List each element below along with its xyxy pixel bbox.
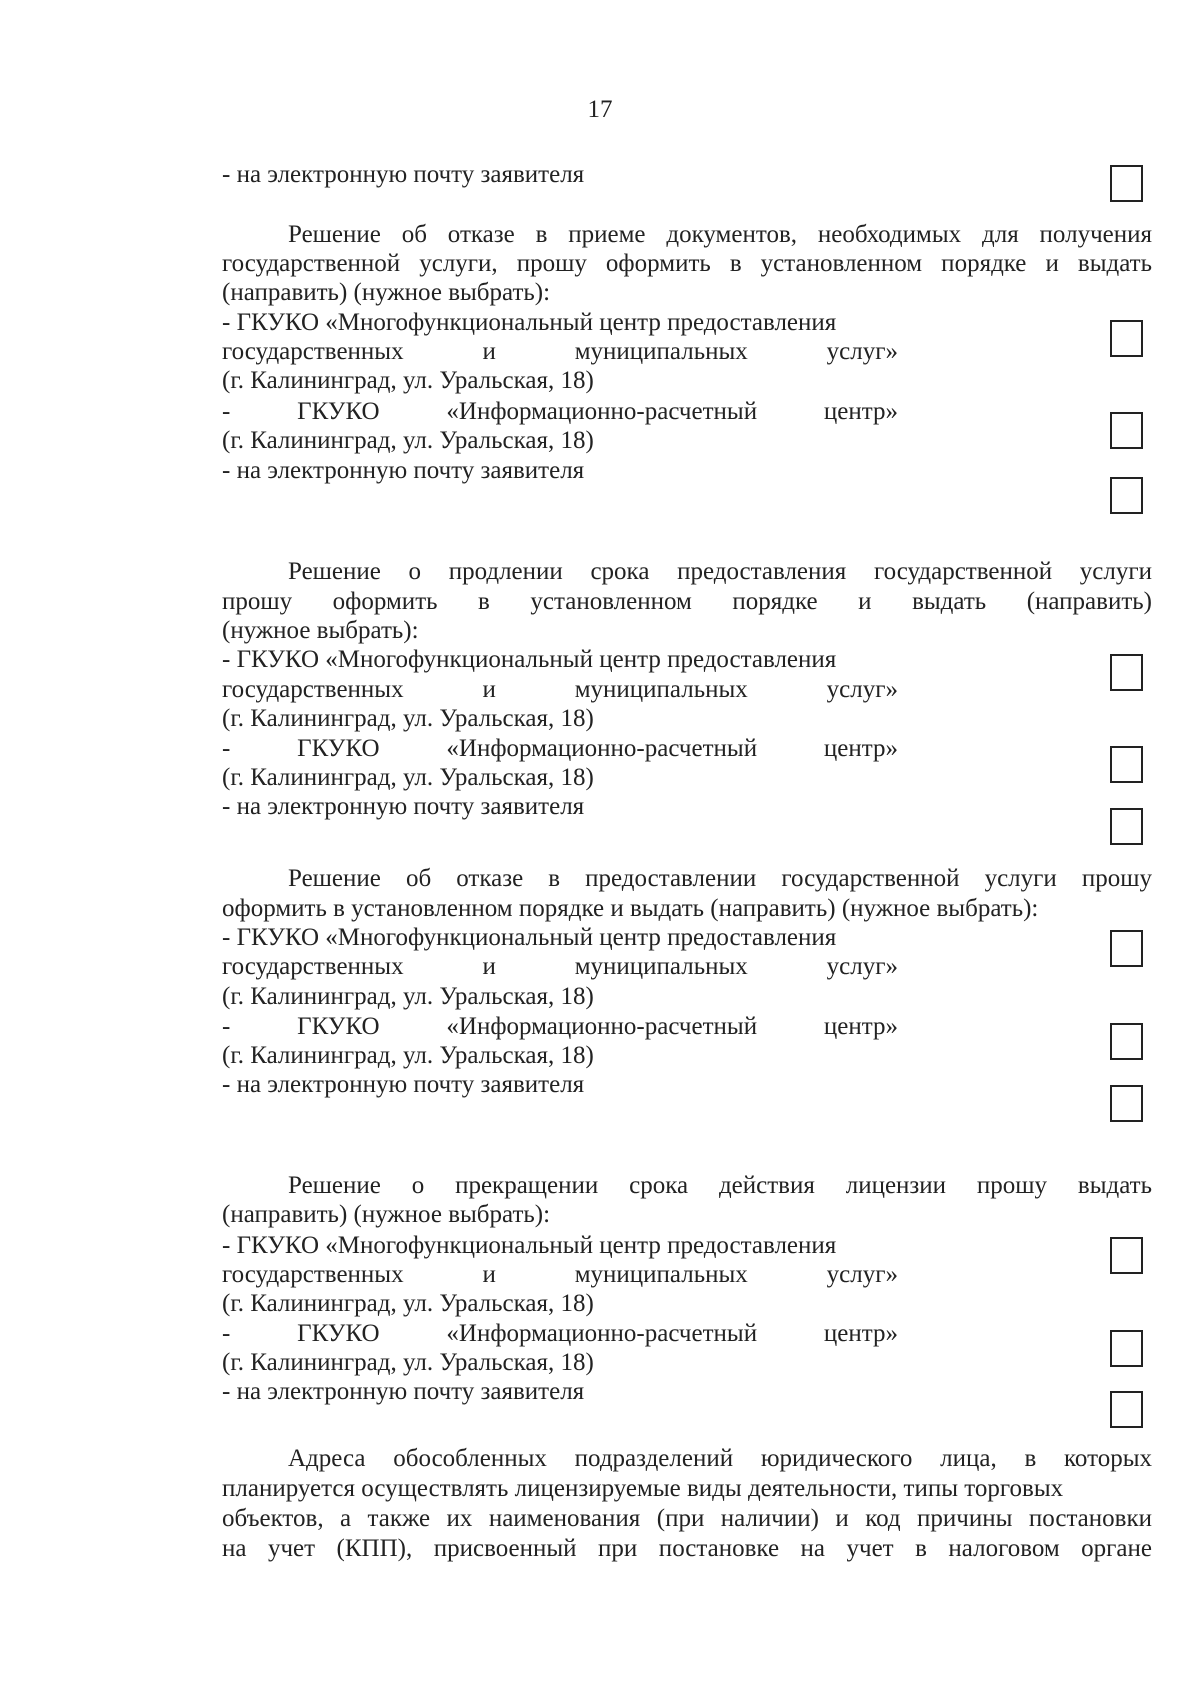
final-paragraph-line1: Адреса обособленных подразделений юридического лица, в которых — [288, 1445, 1152, 1472]
section2-paragraph-line1: Решение о продлении срока предоставления государственной услуги — [288, 558, 1152, 585]
section2-option-mfc-line3: (г. Калининград, ул. Уральская, 18) — [222, 705, 594, 732]
section3-paragraph-line1: Решение об отказе в предоставлении государственной услуги прошу — [288, 865, 1152, 892]
section1-checkbox-irc[interactable] — [1110, 412, 1143, 449]
section2-option-mfc-line1: - ГКУКО «Многофункциональный центр предоставления — [222, 646, 837, 673]
final-paragraph-line2: планируется осуществлять лицензируемые виды деятельности, типы торговых — [222, 1475, 1064, 1502]
section2-checkbox-email[interactable] — [1110, 808, 1143, 845]
section3-option-mfc-line3: (г. Калининград, ул. Уральская, 18) — [222, 983, 594, 1010]
section3-checkbox-email[interactable] — [1110, 1085, 1143, 1122]
section3-option-irc-line1: - ГКУКО «Информационно-расчетный центр» — [222, 1013, 898, 1040]
section3-option-mfc-line1: - ГКУКО «Многофункциональный центр предоставления — [222, 924, 837, 951]
section2-option-irc-line1: - ГКУКО «Информационно-расчетный центр» — [222, 735, 898, 762]
section2-paragraph-line2: прошу оформить в установленном порядке и выдать (направить) — [222, 588, 1152, 615]
section2-option-mfc-line2: государственных и муниципальных услуг» — [222, 676, 898, 703]
section3-option-email: - на электронную почту заявителя — [222, 1071, 585, 1098]
section4-checkbox-mfc[interactable] — [1110, 1237, 1143, 1274]
section2-checkbox-irc[interactable] — [1110, 746, 1143, 783]
option-email-label: - на электронную почту заявителя — [222, 161, 585, 188]
section4-option-email: - на электронную почту заявителя — [222, 1378, 585, 1405]
section4-option-mfc-line2: государственных и муниципальных услуг» — [222, 1261, 898, 1288]
section1-checkbox-mfc[interactable] — [1110, 320, 1143, 357]
section1-option-irc-line1: - ГКУКО «Информационно-расчетный центр» — [222, 398, 898, 425]
section4-checkbox-irc[interactable] — [1110, 1330, 1143, 1367]
section4-checkbox-email[interactable] — [1110, 1391, 1143, 1428]
section2-option-email: - на электронную почту заявителя — [222, 793, 585, 820]
section1-option-mfc-line3: (г. Калининград, ул. Уральская, 18) — [222, 367, 594, 394]
section3-paragraph-line2: оформить в установленном порядке и выдать (направить) (нужное выбрать): — [222, 895, 1039, 922]
section1-paragraph-line3: (направить) (нужное выбрать): — [222, 279, 551, 306]
section4-option-mfc-line3: (г. Калининград, ул. Уральская, 18) — [222, 1290, 594, 1317]
section2-paragraph-line3: (нужное выбрать): — [222, 617, 419, 644]
section4-option-irc-line2: (г. Калининград, ул. Уральская, 18) — [222, 1349, 594, 1376]
section1-paragraph-line2: государственной услуги, прошу оформить в установленном порядке и выдать — [222, 250, 1152, 277]
section4-option-irc-line1: - ГКУКО «Информационно-расчетный центр» — [222, 1320, 898, 1347]
section4-paragraph-line2: (направить) (нужное выбрать): — [222, 1201, 551, 1228]
section1-option-email: - на электронную почту заявителя — [222, 457, 585, 484]
section2-option-irc-line2: (г. Калининград, ул. Уральская, 18) — [222, 764, 594, 791]
page-number: 17 — [587, 96, 613, 123]
section3-checkbox-irc[interactable] — [1110, 1023, 1143, 1060]
section1-option-mfc-line2: государственных и муниципальных услуг» — [222, 338, 898, 365]
checkbox-email-top[interactable] — [1110, 165, 1143, 202]
section1-option-irc-line2: (г. Калининград, ул. Уральская, 18) — [222, 427, 594, 454]
section3-option-mfc-line2: государственных и муниципальных услуг» — [222, 953, 898, 980]
section4-option-mfc-line1: - ГКУКО «Многофункциональный центр предоставления — [222, 1232, 837, 1259]
section4-paragraph-line1: Решение о прекращении срока действия лицензии прошу выдать — [288, 1172, 1152, 1199]
section3-checkbox-mfc[interactable] — [1110, 930, 1143, 967]
section3-option-irc-line2: (г. Калининград, ул. Уральская, 18) — [222, 1042, 594, 1069]
section1-option-mfc-line1: - ГКУКО «Многофункциональный центр предоставления — [222, 309, 837, 336]
section1-paragraph-line1: Решение об отказе в приеме документов, необходимых для получения — [288, 221, 1152, 248]
final-paragraph-line4: на учет (КПП), присвоенный при постановке на учет в налоговом органе — [222, 1535, 1152, 1562]
final-paragraph-line3: объектов, а также их наименования (при наличии) и код причины постановки — [222, 1505, 1152, 1532]
section2-checkbox-mfc[interactable] — [1110, 654, 1143, 691]
section1-checkbox-email[interactable] — [1110, 477, 1143, 514]
